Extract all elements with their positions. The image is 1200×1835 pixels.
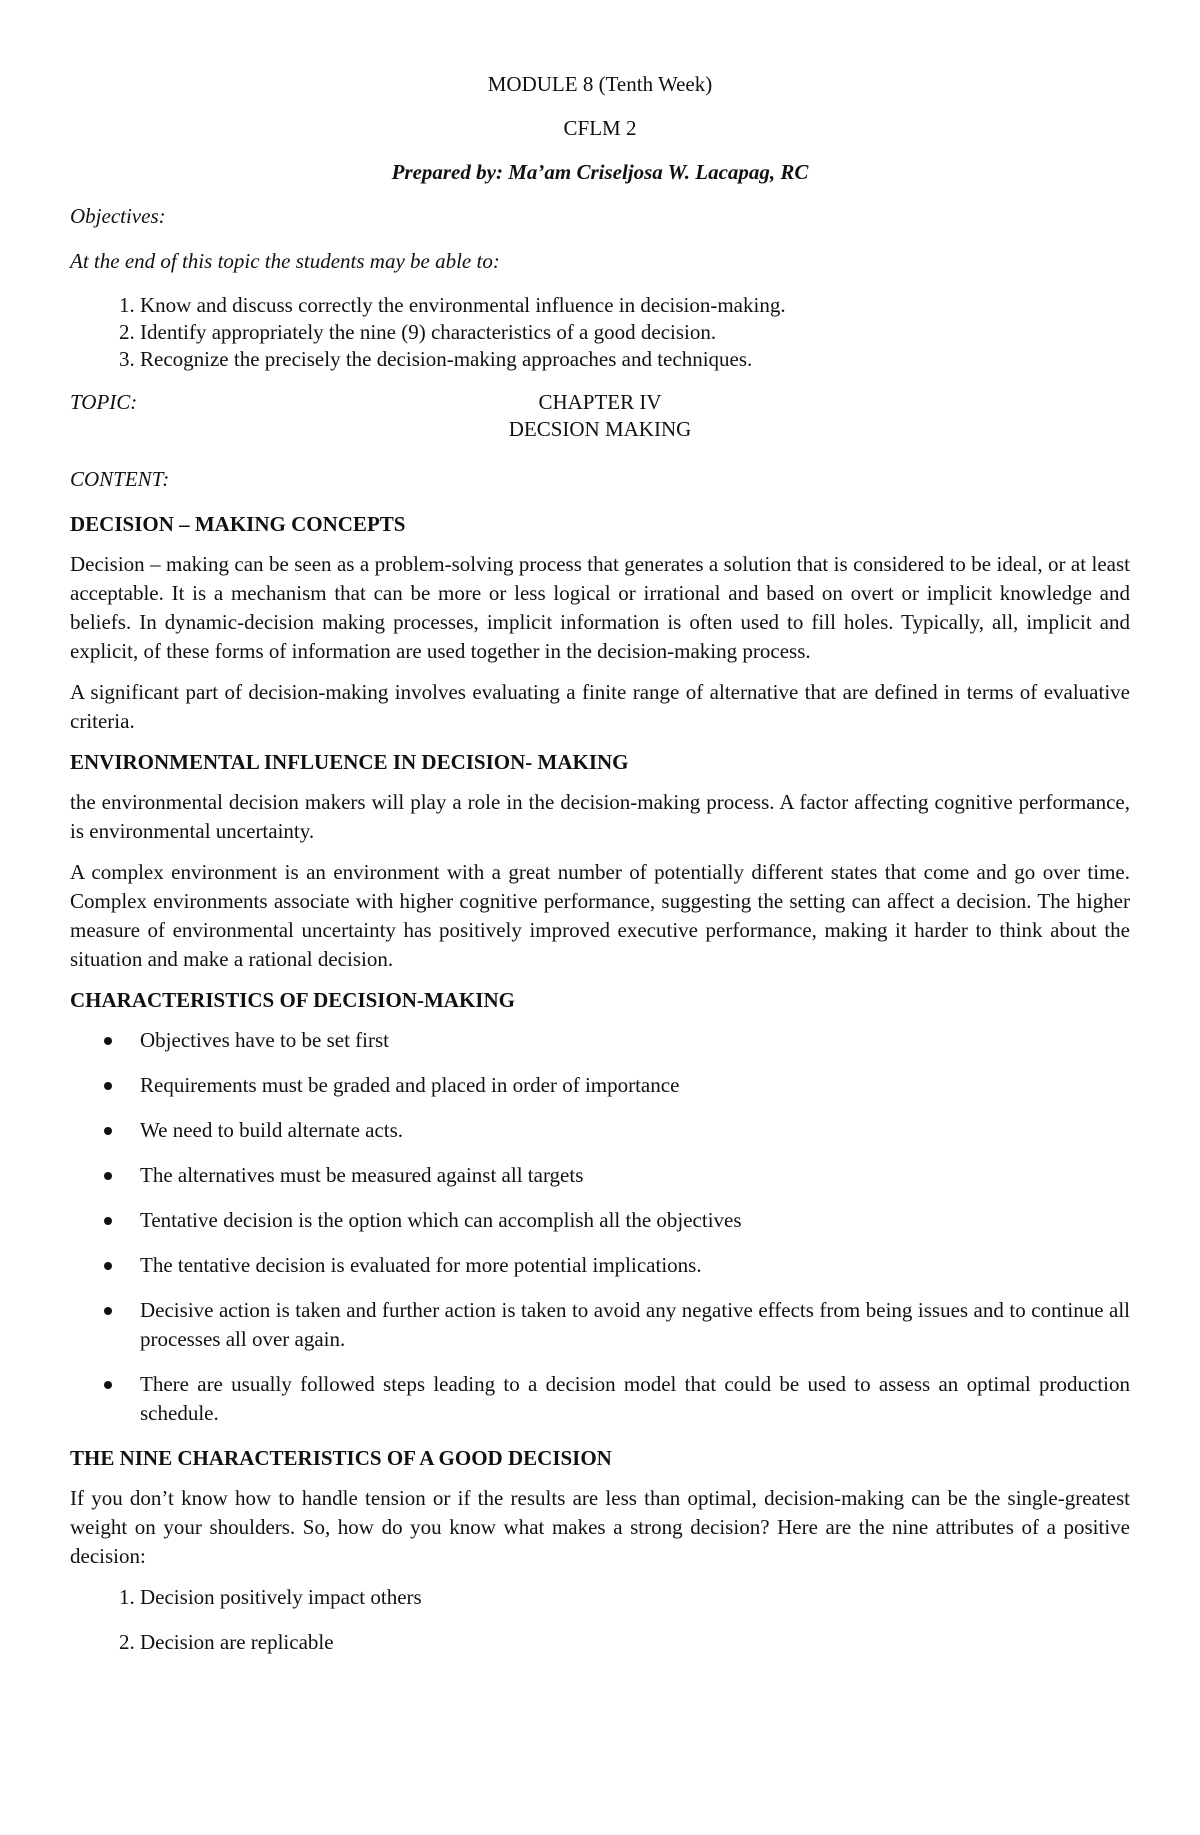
list-item: 1. Decision positively impact others [140, 1583, 1130, 1612]
paragraph: Decision – making can be seen as a problem-solving process that generates a solution that is considered to be ideal, or at least acceptable. It is a mechanism that can be more or less logical or irrational and based on overt or implicit knowledge and beliefs. In dynamic-decision making processes, implicit information is often used to fill holes. Typically, all, implicit and explicit, of these forms of information are used together in the decision-making process. [70, 552, 1130, 663]
bullet-icon [104, 1082, 112, 1090]
paragraph: If you don’t know how to handle tension or if the results are less than optimal, decision-making can be the single-greatest weight on your shoulders. So, how do you know what makes a strong decision? Here are the nine attributes of a positive decision: [70, 1486, 1130, 1568]
paragraph: A complex environment is an environment with a great number of potentially different states that come and go over time. Complex environments associate with higher cognitive performance, suggesting the setting can affect a decision. The higher measure of environmental uncertainty has positively improved executive performance, making it harder to think about the situation and make a rational decision. [70, 860, 1130, 971]
bullet-icon [104, 1172, 112, 1180]
list-item-text: Requirements must be graded and placed in order of importance [140, 1073, 680, 1097]
list-item-text: There are usually followed steps leading to a decision model that could be used to assess an optimal production schedule. [140, 1372, 1130, 1425]
section-title-characteristics: CHARACTERISTICS OF DECISION-MAKING [70, 988, 515, 1012]
list-item-text: The tentative decision is evaluated for more potential implications. [140, 1253, 702, 1277]
chapter-title: DECSION MAKING [508, 417, 692, 441]
bullet-icon [104, 1217, 112, 1225]
section-title-nine: THE NINE CHARACTERISTICS OF A GOOD DECISION [70, 1446, 612, 1470]
list-item-text: The alternatives must be measured against all targets [140, 1163, 584, 1187]
objective-item: 3. Recognize the precisely the decision-making approaches and techniques. [140, 346, 1130, 373]
topic-row [70, 389, 1130, 451]
list-item-text: We need to build alternate acts. [140, 1118, 404, 1142]
list-item: 2. Decision are replicable [140, 1628, 1130, 1657]
content-label: CONTENT: [70, 467, 170, 491]
list-item-text: Tentative decision is the option which can accomplish all the objectives [140, 1208, 742, 1232]
objectives-intro: At the end of this topic the students may be able to: [70, 249, 500, 273]
section-title-concepts: DECISION – MAKING CONCEPTS [70, 512, 406, 536]
prepared-by: Prepared by: Ma’am Criseljosa W. Lacapag, RC [391, 160, 809, 184]
bullet-icon [104, 1307, 112, 1315]
list-item [140, 1161, 1130, 1190]
objectives-list [70, 292, 1130, 373]
characteristics-list [70, 1026, 1130, 1428]
course-code: CFLM 2 [563, 116, 637, 140]
nine-characteristics-list [70, 1583, 1130, 1657]
list-item [140, 1026, 1130, 1055]
list-item [140, 1370, 1130, 1428]
list-item-text: Decisive action is taken and further action is taken to avoid any negative effects from being issues and to continue all processes all over again. [140, 1298, 1130, 1351]
list-item [140, 1071, 1130, 1100]
list-item [140, 1116, 1130, 1145]
bullet-icon [104, 1381, 112, 1389]
objectives-label: Objectives: [70, 204, 166, 228]
section-title-environmental: ENVIRONMENTAL INFLUENCE IN DECISION- MAKING [70, 750, 629, 774]
chapter-number: CHAPTER IV [538, 390, 662, 414]
bullet-icon [104, 1262, 112, 1270]
objective-item: 2. Identify appropriately the nine (9) characteristics of a good decision. [140, 319, 1130, 346]
chapter-heading [70, 389, 1130, 443]
topic-label: TOPIC: [70, 390, 138, 414]
bullet-icon [104, 1037, 112, 1045]
list-item [140, 1296, 1130, 1354]
list-item [140, 1251, 1130, 1280]
objective-item: 1. Know and discuss correctly the environmental influence in decision-making. [140, 292, 1130, 319]
module-title: MODULE 8 (Tenth Week) [487, 72, 713, 96]
paragraph: A significant part of decision-making involves evaluating a finite range of alternative that are defined in terms of evaluative criteria. [70, 680, 1130, 733]
bullet-icon [104, 1127, 112, 1135]
paragraph: the environmental decision makers will play a role in the decision-making process. A factor affecting cognitive performance, is environmental uncertainty. [70, 790, 1130, 843]
list-item-text: Objectives have to be set first [140, 1028, 390, 1052]
list-item [140, 1206, 1130, 1235]
